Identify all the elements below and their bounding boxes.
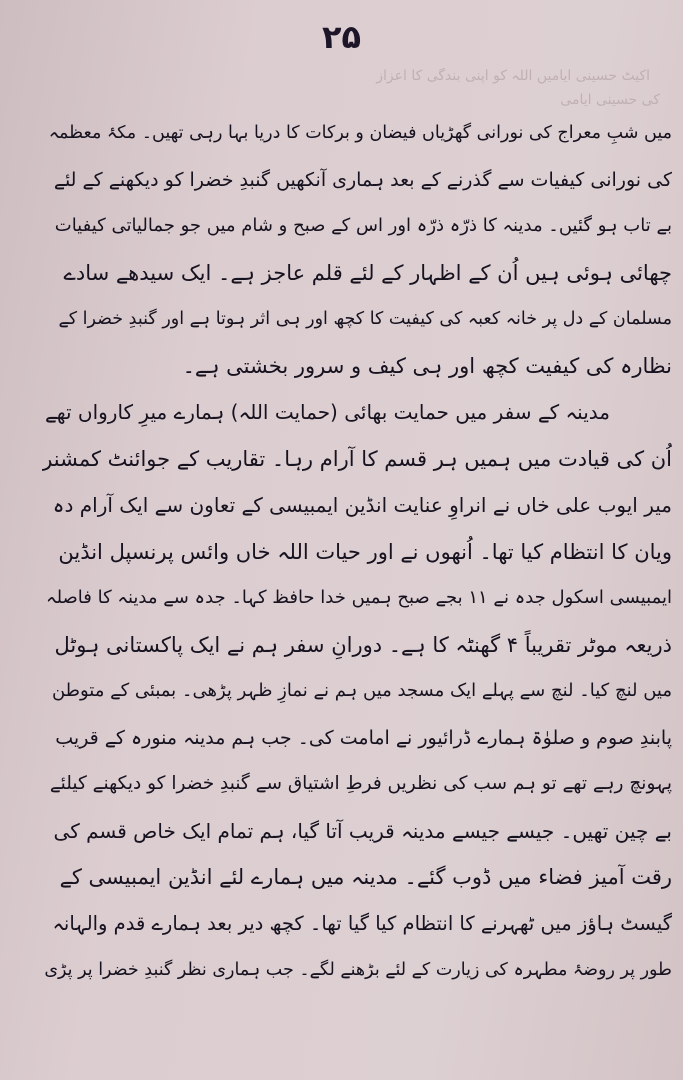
text-line: بے چین تھیں۔ جیسے جیسے مدینہ قریب آتا گیا، ہم تمام ایک خاص قسم کی [53,818,672,843]
text-line: میں شبِ معراج کی نورانی گھڑیاں فیضان و برکات کا دریا بہا رہی تھیں۔ مکۂ معظمہ [48,123,672,143]
page-number: ۲۵ [321,18,362,56]
text-line: مدینہ کے سفر میں حمایت بھائی (حمایت اللہ) ہمارے میرِ کارواں تھے [45,400,610,424]
text-line: گیسٹ ہاؤز میں ٹھہرنے کا انتظام کیا گیا تھا۔ کچھ دیر بعد ہمارے قدم والہانہ [52,911,672,935]
text-line: چھائی ہوئی ہیں اُن کے اظہار کے لئے قلم عاجز ہے۔ ایک سیدھے سادے [63,260,672,285]
text-line: پہونچ رہے تھے تو ہم سب کی نظریں فرطِ اشتیاق سے گنبدِ خضرا کو دیکھنے کیلئے [49,773,672,794]
bleed-through-text: اکیٹ حسینی ایامیں اللہ کو اپنی بندگی کا اعزاز [376,68,650,84]
text-line: کی نورانی کیفیات سے گذرنے کے بعد ہماری آنکھیں گنبدِ خضرا کو دیکھنے کے لئے [53,168,672,191]
text-line: رقت آمیز فضاء میں ڈوب گئے۔ مدینہ میں ہمارے لئے انڈین ایمبیسی کے [59,865,672,889]
text-line: میر ایوب علی خاں نے انراوِ عنایت انڈین ایمبیسی کے تعاون سے ایک آرام دہ [52,493,672,517]
text-line: میں لنچ کیا۔ لنچ سے پہلے ایک مسجد میں ہم نے نمازِ ظہر پڑھی۔ بمبئی کے متوطن [51,680,672,701]
text-line: طور پر روضۂ مطہرہ کی زیارت کے لئے بڑھنے لگے۔ جب ہماری نظر گنبدِ خضرا پر پڑی [44,960,672,980]
text-line: ویان کا انتظام کیا تھا۔ اُنھوں نے اور حیات اللہ خاں وائس پرنسپل انڈین [58,539,672,564]
text-line: ایمبیسی اسکول جدہ نے ۱۱ بجے صبح ہمیں خدا حافظ کہا۔ جدہ سے مدینہ کا فاصلہ [46,587,672,608]
bleed-through-text: کی حسینی ایامی [560,92,660,108]
text-line: بے تاب ہو گئیں۔ مدینہ کا ذرّہ ذرّہ اور اس کے صبح و شام میں جو جمالیاتی کیفیات [54,215,672,236]
text-line: ذریعہ موٹر تقریباً ۴ گھنٹہ کا ہے۔ دورانِ سفر ہم نے ایک پاکستانی ہوٹل [54,632,672,657]
text-line: مسلمان کے دل پر خانہ کعبہ کی کیفیت کا کچھ اور ہی اثر ہوتا ہے اور گنبدِ خضرا کے [58,309,672,329]
text-line: اُن کی قیادت میں ہمیں ہر قسم کا آرام رہا۔ تقاریب کے جوائنٹ کمشنر [42,446,672,471]
text-line: نظارہ کی کیفیت کچھ اور ہی کیف و سرور بخشتی ہے۔ [182,353,672,378]
text-line: پابندِ صوم و صلوٰۃ ہمارے ڈرائیور نے امامت کی۔ جب ہم مدینہ منورہ کے قریب [55,726,672,749]
page-body [42,110,672,994]
